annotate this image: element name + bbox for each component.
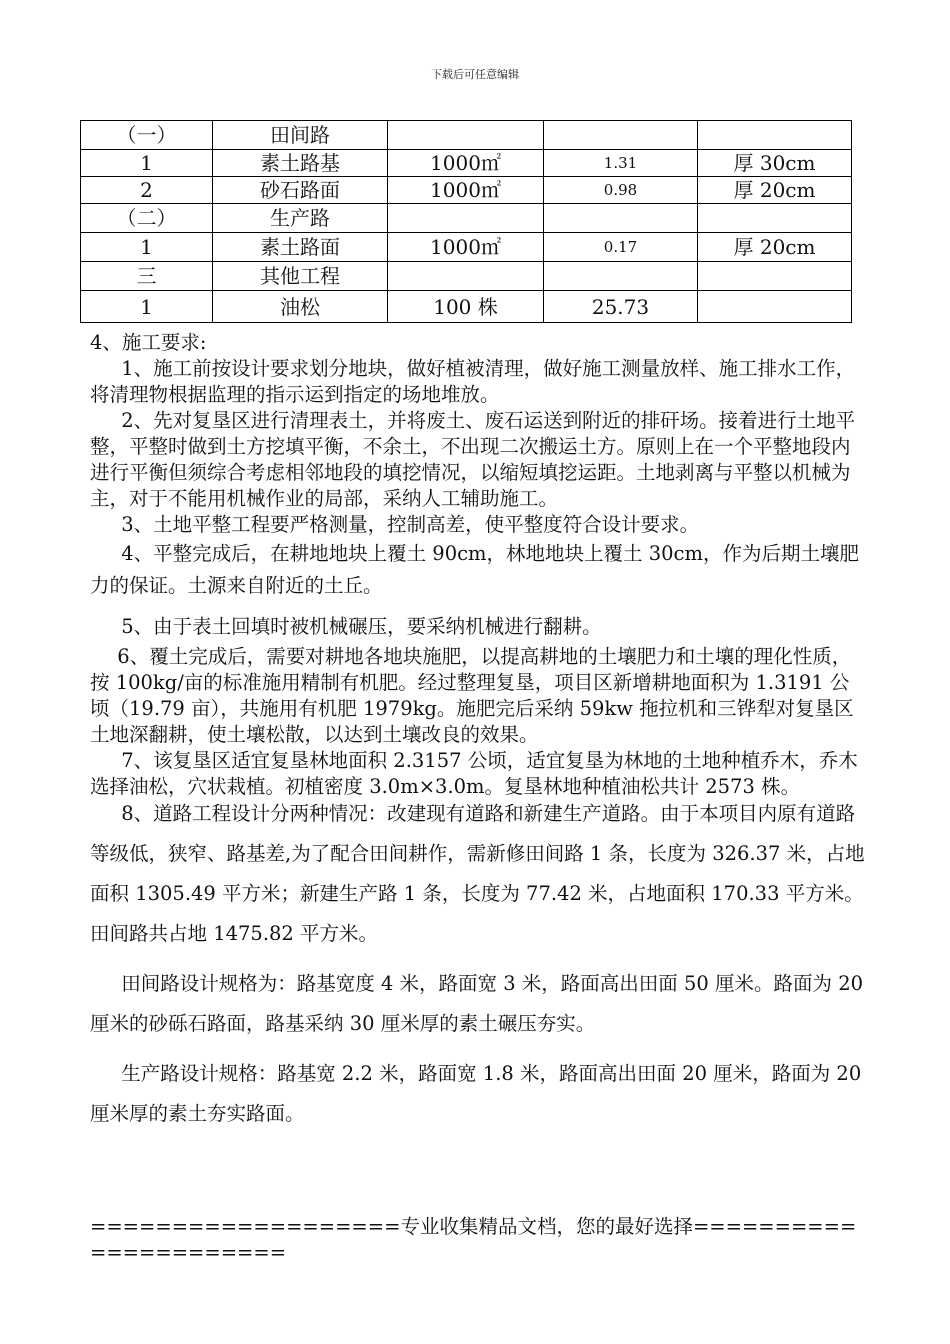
table-cell: 厚 20cm — [698, 177, 852, 204]
table-cell: 油松 — [213, 291, 388, 323]
engineering-table — [80, 120, 852, 323]
table-row — [81, 262, 852, 291]
table-cell: 厚 30cm — [698, 150, 852, 177]
table-cell: 1000㎡ — [388, 150, 544, 177]
table-row — [81, 150, 852, 177]
table-cell — [698, 121, 852, 150]
table-cell: 1000㎡ — [388, 177, 544, 204]
table-cell: 生产路 — [213, 204, 388, 233]
table-body — [81, 121, 852, 323]
page-header: 下载后可任意编辑 — [431, 68, 519, 81]
document-body — [90, 330, 866, 1134]
paragraph-5: 5、由于表土回填时被机械碾压，要采纳机械进行翻耕。 — [121, 615, 602, 638]
section-title: 4、施工要求: — [90, 331, 207, 354]
table-cell: 1 — [81, 233, 213, 262]
table-row — [81, 204, 852, 233]
table-cell: 砂石路面 — [213, 177, 388, 204]
table-cell — [388, 262, 544, 291]
table-cell: 2 — [81, 177, 213, 204]
table-cell — [544, 262, 698, 291]
table-cell: 1000㎡ — [388, 233, 544, 262]
table-cell — [698, 262, 852, 291]
table-cell: 其他工程 — [213, 262, 388, 291]
table-cell: （二） — [81, 204, 213, 233]
table-cell — [388, 204, 544, 233]
table-cell: 素土路基 — [213, 150, 388, 177]
table-cell — [544, 121, 698, 150]
table-cell: 厚 20cm — [698, 233, 852, 262]
paragraph-7: 7、该复垦区适宜复垦林地面积 2.3157 公顷，适宜复垦为林地的土地种植乔木，乔木选择油松，穴状栽植。初植密度 3.0m×3.0m。复垦林地种植油松共计 2573 株。 — [90, 749, 858, 798]
table-row — [81, 291, 852, 323]
table-cell: 田间路 — [213, 121, 388, 150]
footer-banner: ===================专业收集精品文档，您的最好选择====================== — [90, 1215, 857, 1264]
table-cell: 1.31 — [544, 150, 698, 177]
paragraph-2: 2、先对复垦区进行清理表土，并将废土、废石运送到附近的排矸场。接着进行土地平整，平整时做到土方挖填平衡，不余土，不出现二次搬运土方。原则上在一个平整地段内进行平衡但须综合考虑相邻地段的填挖情况，以缩短填挖运距。土地剥离与平整以机械为主，对于不能用机械作业的局部，采纳人工辅助施工。 — [90, 409, 856, 510]
table-row — [81, 233, 852, 262]
table-cell: 三 — [81, 262, 213, 291]
table-cell — [698, 291, 852, 323]
table-cell: 1 — [81, 150, 213, 177]
paragraph-3: 3、土地平整工程要严格测量，控制高差，使平整度符合设计要求。 — [121, 513, 700, 536]
paragraph-1: 1、施工前按设计要求划分地块，做好植被清理，做好施工测量放样、施工排水工作，将清理物根据监理的指示运到指定的场地堆放。 — [90, 357, 856, 406]
table-cell — [388, 121, 544, 150]
table-cell — [544, 204, 698, 233]
table-cell: 1 — [81, 291, 213, 323]
paragraph-6: 6、覆土完成后，需要对耕地各地块施肥，以提高耕地的土壤肥力和土壤的理化性质，按 100kg/亩的标准施用精制有机肥。经过整理复垦，项目区新增耕地面积为 1.3191 公顷（19.79 亩），共施用有机肥 1979kg。施肥完后采纳 59kw 拖拉机和三铧犁对复垦区土地深翻耕，使土壤松散，以达到土壤改良的效果。 — [90, 645, 854, 746]
table-cell: 0.17 — [544, 233, 698, 262]
table-cell — [698, 204, 852, 233]
paragraph-4: 4、平整完成后，在耕地地块上覆土 90cm，林地地块上覆土 30cm，作为后期土壤肥力的保证。土源来自附近的土丘。 — [90, 542, 859, 597]
table-cell: 0.98 — [544, 177, 698, 204]
paragraph-10: 生产路设计规格：路基宽 2.2 米，路面宽 1.8 米，路面高出田面 20 厘米，路面为 20 厘米厚的素土夯实路面。 — [90, 1062, 862, 1125]
table-row — [81, 121, 852, 150]
table-row — [81, 177, 852, 204]
table-cell: 25.73 — [544, 291, 698, 323]
table-cell: （一） — [81, 121, 213, 150]
paragraph-9: 田间路设计规格为：路基宽度 4 米，路面宽 3 米，路面高出田面 50 厘米。路面为 20 厘米的砂砾石路面，路基采纳 30 厘米厚的素土碾压夯实。 — [90, 972, 864, 1035]
table-cell: 素土路面 — [213, 233, 388, 262]
table-cell: 100 株 — [388, 291, 544, 323]
paragraph-8: 8、道路工程设计分两种情况：改建现有道路和新建生产道路。由于本项目内原有道路等级低，狭窄、路基差,为了配合田间耕作，需新修田间路 1 条，长度为 326.37 米，占地面积 1305.49 平方米；新建生产路 1 条，长度为 77.42 米，占地面积 170.33 平方米。田间路共占地 1475.82 平方米。 — [90, 802, 865, 945]
